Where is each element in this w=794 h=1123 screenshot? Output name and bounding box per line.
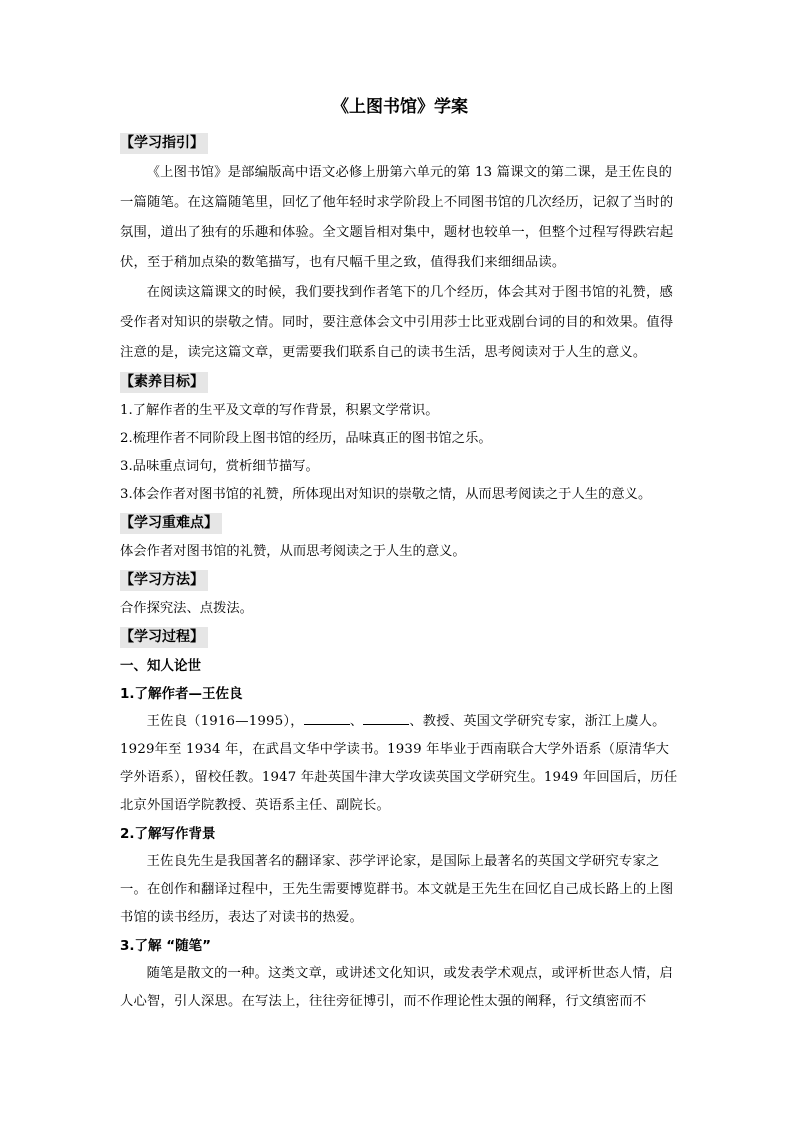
- subheading-essay: 3.了解 “随笔”: [120, 938, 211, 954]
- blank-separator: 、: [349, 714, 364, 729]
- goal-item-3: 3.品味重点词句，赏析细节描写。: [120, 459, 319, 474]
- goal-item-2: 2.梳理作者不同阶段上图书馆的经历，品味真正的图书馆之乐。: [120, 431, 492, 446]
- goal-item-4: 3.体会作者对图书馆的礼赞，所体现出对知识的崇敬之情，从而思考阅读之于人生的意义。: [120, 487, 652, 502]
- section-heading-method: 【学习方法】: [120, 570, 208, 591]
- subheading-background: 2.了解写作背景: [120, 826, 216, 842]
- background-paragraph: 王佐良先生是我国著名的翻译家、莎学评论家，是国际上最著名的英国文学研究专家之一。在创作和翻译过程中，王先生需要博览群书。本文就是王先生在回忆自己成长路上的上图书馆的读书经历，表达了对读书的热爱。: [120, 854, 674, 925]
- essay-paragraph: 随笔是散文的一种。这类文章，或讲述文化知识，或发表学术观点，或评析世态人情，启人心智，引人深思。在写法上，往往旁征博引，而不作理论性太强的阐释，行文缜密而不: [120, 966, 673, 1009]
- section-heading-process: 【学习过程】: [120, 627, 208, 648]
- method-text: 合作探究法、点拨法。: [120, 601, 253, 616]
- focus-text: 体会作者对图书馆的礼赞，从而思考阅读之于人生的意义。: [120, 544, 466, 559]
- author-intro-text: 王佐良（1916—1995），: [146, 714, 304, 729]
- document-title: 《上图书馆》学案: [332, 97, 468, 117]
- document-page: [120, 92, 680, 1016]
- guide-paragraph-1: 《上图书馆》是部编版高中语文必修上册第六单元的第 13 篇课文的第二课，是王佐良的一篇随笔。在这篇随笔里，回忆了他年轻时求学阶段上不同图书馆的几次经历，记叙了当时的氛围，道出了独有的乐趣和体验。全文题旨相对集中，题材也较单一，但整个过程写得跌宕起伏，至于稍加点染的数笔描写，也有尺幅千里之致，值得我们来细细品读。: [120, 165, 674, 270]
- fill-blank-2[interactable]: [363, 712, 409, 725]
- section-heading-guide: 【学习指引】: [120, 133, 208, 154]
- author-paragraph: [120, 708, 680, 820]
- section-heading-goals: 【素养目标】: [120, 372, 208, 393]
- guide-paragraph-2: 在阅读这篇课文的时候，我们要找到作者笔下的几个经历，体会其对于图书馆的礼赞，感受作者对知识的崇敬之情。同时，要注意体会文中引用莎士比亚戏剧台词的目的和效果。值得注意的是，读完这篇文章，更需要我们联系自己的读书生活，思考阅读对于人生的意义。: [120, 285, 674, 360]
- part-heading-1: 一、知人论世: [120, 658, 201, 674]
- author-rest-text: 、教授、英国文学研究专家，浙江上虞人。1929年至 1934 年，在武昌文华中学读书。1939 年毕业于西南联合大学外语系（原清华大学外语系），留校任教。1947 年赴英国牛津大学攻读英国文学研究生。1949 年回国后，历任北京外国语学院教授、英语系主任、副院长。: [120, 714, 678, 813]
- fill-blank-1[interactable]: [304, 712, 350, 725]
- goal-item-1: 1.了解作者的生平及文章的写作背景，积累文学常识。: [120, 403, 439, 418]
- section-heading-focus: 【学习重难点】: [120, 513, 222, 534]
- subheading-author: 1.了解作者—王佐良: [120, 686, 243, 702]
